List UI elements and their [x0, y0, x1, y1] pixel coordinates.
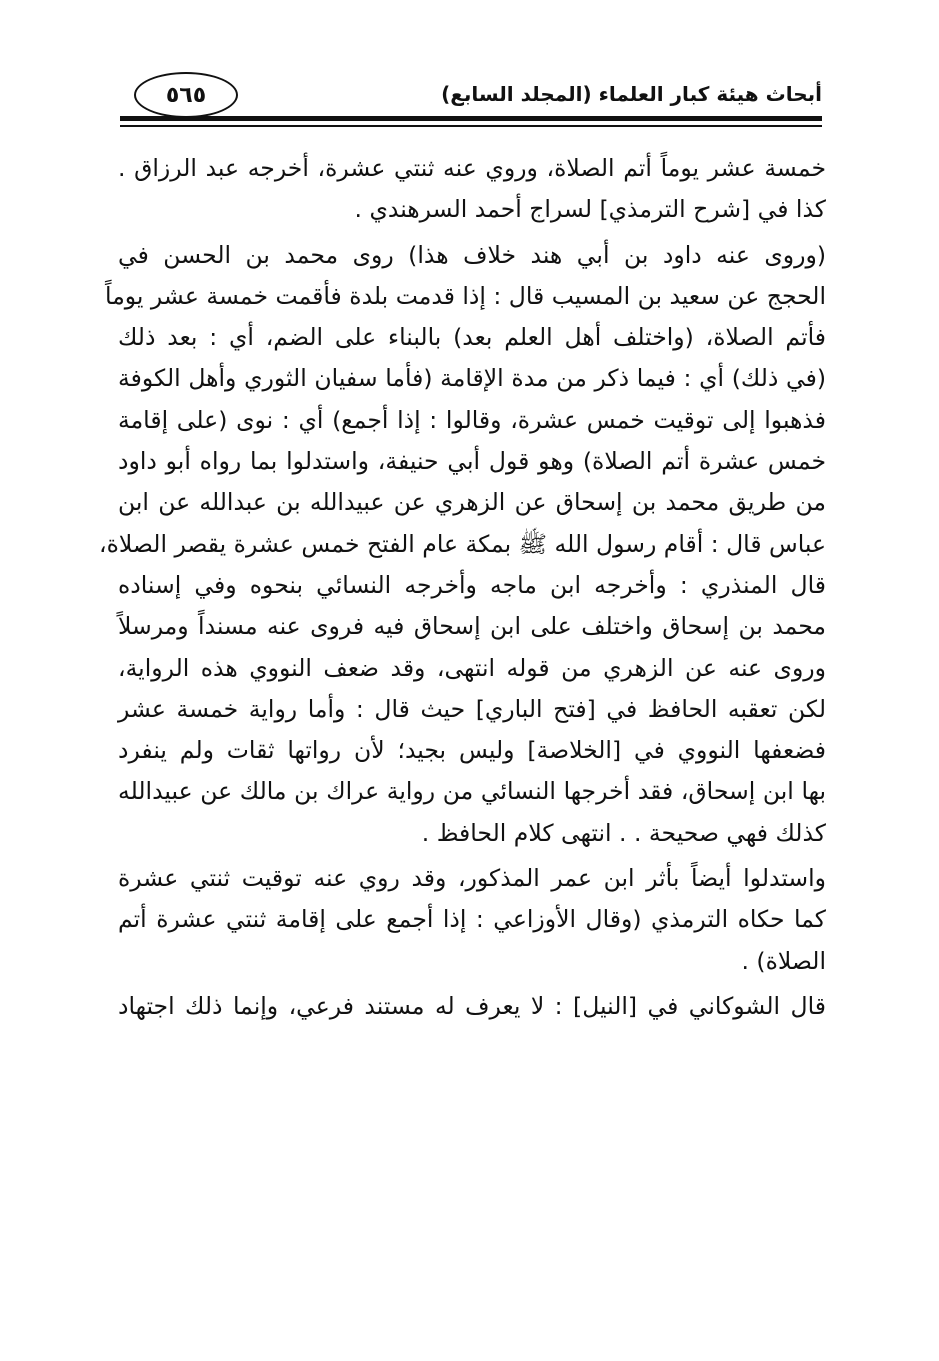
text-line: فضعفها النووي في [الخلاصة] وليس بجيد؛ لأن رواتها ثقات ولم ينفرد — [118, 736, 826, 765]
text-line: فذهبوا إلى توقيت خمس عشرة، وقالوا : إذا أجمع) أي : نوى (على إقامة — [118, 405, 826, 434]
text-line: (في ذلك) أي : فيما ذكر من مدة الإقامة (فأما سفيان الثوري وأهل الكوفة — [118, 364, 826, 393]
text-line: الصلاة) . — [741, 946, 826, 975]
page-number: ٥٦٥ — [134, 72, 238, 118]
text-line: عباس قال : أقام رسول الله ﷺ بمكة عام الفتح خمس عشرة يقصر الصلاة، — [98, 529, 826, 558]
text-line: لكن تعقبه الحافظ في [فتح الباري] حيث قال : وأما رواية خمسة عشر — [118, 694, 826, 723]
text-line: وروى عنه عن الزهري من قوله انتهى، وقد ضعف النووي هذه الرواية، — [118, 653, 826, 682]
text-line: خمسة عشر يوماً أتم الصلاة، وروي عنه ثنتي عشرة، أخرجه عبد الرزاق . — [118, 154, 826, 182]
text-line: من طريق محمد بن إسحاق عن الزهري عن عبيدالله بن عبدالله عن ابن — [118, 488, 826, 517]
text-line: (وروى عنه داود بن أبي هند خلاف هذا) روى محمد بن الحسن في — [118, 240, 826, 269]
header-rule-thin — [120, 125, 822, 127]
text-line: واستدلوا أيضاً بأثر ابن عمر المذكور، وقد روي عنه توقيت ثنتي عشرة — [118, 864, 826, 893]
text-line: قال الشوكاني في [النيل] : لا يعرف له مستند فرعي، وإنما ذلك اجتهاد — [118, 991, 826, 1020]
text-line: بها ابن إسحاق، فقد أخرجها النسائي من رواية عراك بن مالك عن عبيدالله — [118, 777, 826, 806]
body-text — [98, 148, 826, 1027]
text-line: محمد بن إسحاق واختلف على ابن إسحاق فيه فروى عنه مسنداً ومرسلاً — [118, 612, 826, 641]
text-line: كذا في [شرح الترمذي] لسراج أحمد السرهندي . — [354, 195, 826, 224]
text-line: كما حكاه الترمذي (وقال الأوزاعي : إذا أجمع على إقامة ثنتي عشرة أتم — [118, 905, 826, 934]
text-line: خمس عشرة أتم الصلاة) وهو قول أبي حنيفة، واستدلوا بما رواه أبو داود — [118, 447, 826, 476]
text-line: فأتم الصلاة، (واختلف أهل العلم بعد) بالبناء على الضم، أي : بعد ذلك — [118, 323, 826, 352]
text-line: قال المنذري : وأخرجه ابن ماجه وأخرجه النسائي بنحوه وفي إسناده — [118, 570, 826, 599]
text-line: الحجج عن سعيد بن المسيب قال : إذا قدمت بلدة فأقمت خمسة عشر يوماً — [105, 281, 826, 310]
text-line: كذلك فهي صحيحة . . انتهى كلام الحافظ . — [421, 818, 826, 847]
page-header — [120, 62, 822, 134]
header-rule-thick — [120, 116, 822, 121]
running-title: أبحاث هيئة كبار العلماء (المجلد السابع) — [441, 82, 822, 106]
